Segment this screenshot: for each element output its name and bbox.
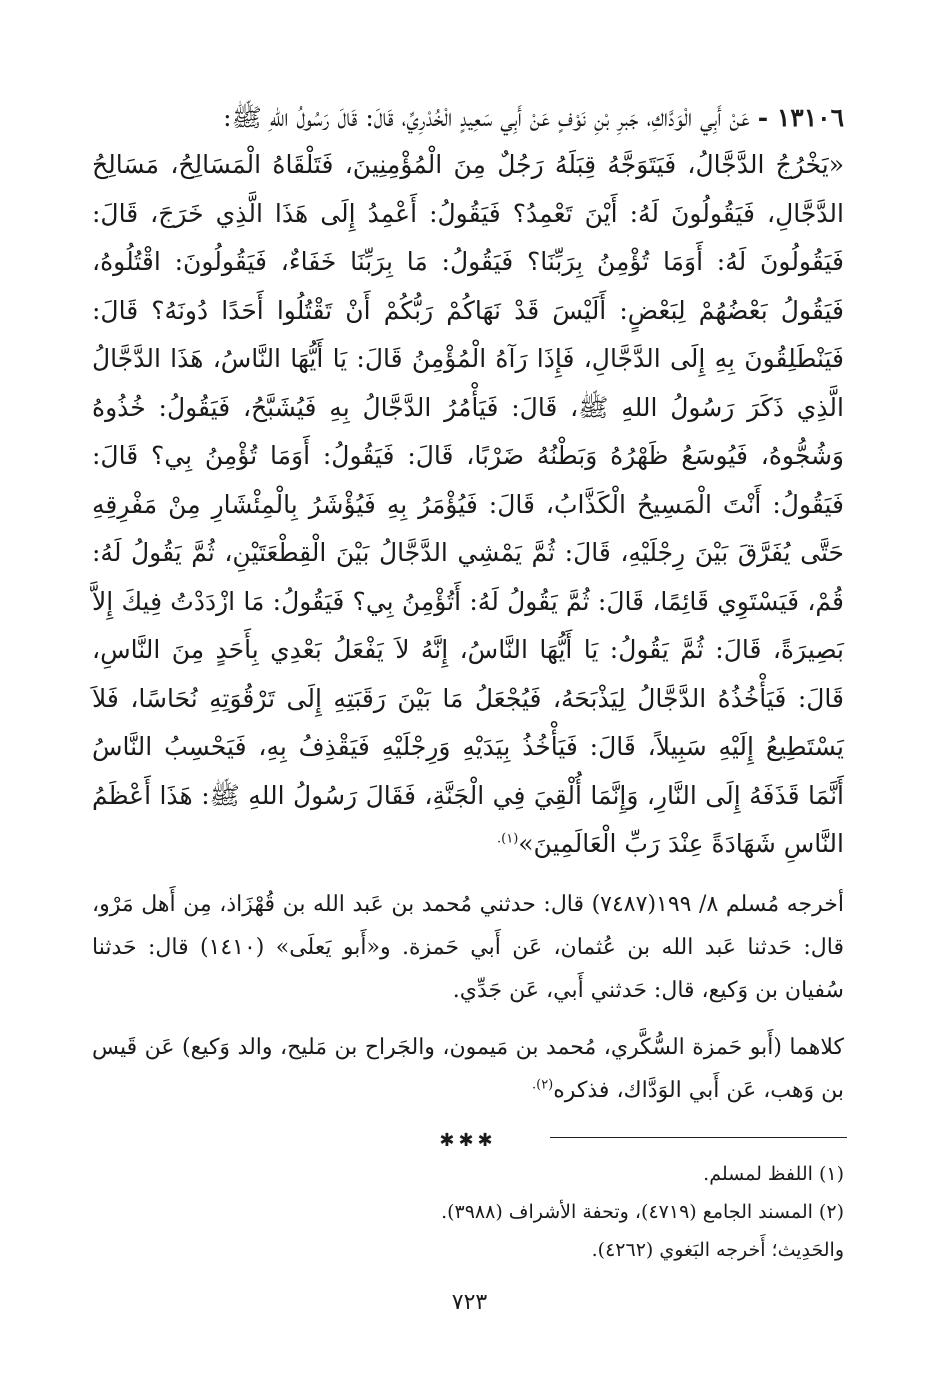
takhrij-text-2: كلاهما (أَبو حَمزة السُّكَّري، مُحمد بن مَيمون، والجَراح بن مَليح، والد وَكيع) عَن قَيس بن وَهب، عَن أَبي الوَدَّاك، فذكره [92, 1034, 844, 1103]
footnotes [92, 1155, 844, 1269]
takhrij-paragraph-2 [92, 1026, 844, 1112]
hadith-isnad: عَنْ أَبِي الْوَدَّاكِ، جَبرِ بْنِ نَوْفٍ عَنْ أَبِي سَعِيدٍ الْخُدْرِيِّ، قَالَ: قَالَ رَسُولُ اللهِ ﷺ: [223, 103, 750, 132]
hadith-number: ١٣١٠٦ - [757, 103, 844, 132]
takhrij-paragraph-1 [92, 883, 844, 1012]
page-number: ٧٢٣ [451, 1290, 488, 1315]
hadith-matn [92, 141, 844, 869]
footnote-ref-2[interactable]: (٢). [531, 1077, 554, 1093]
page-content [92, 95, 844, 1151]
footnote-ref-1[interactable]: (١). [496, 831, 519, 847]
hadith-matn-text: «يَخْرُجُ الدَّجَّالُ، فَيَتَوَجَّهُ قِبَلَهُ رَجُلٌ مِنَ الْمُؤْمِنِينَ، فَتَلْقَاهُ الْمَسَالِحُ، مَسَالِحُ الدَّجَّالِ، فَيَقُولُونَ لَهُ: أَيْنَ تَعْمِدُ؟ فَيَقُولُ: أَعْمِدُ إِلَى هَذَا الَّذِي خَرَجَ، قَالَ: فَيَقُولُونَ لَهُ: أَوَمَا تُؤْمِنُ بِرَبِّنَا؟ فَيَقُولُ: مَا بِرَبِّنَا خَفَاءٌ، فَيَقُولُونَ: اقْتُلُوهُ، فَيَقُولُ بَعْضُهُمْ لِبَعْضٍ: أَلَيْسَ قَدْ نَهَاكُمْ رَبُّكُمْ أَنْ تَقْتُلُوا أَحَدًا دُونَهُ؟ قَالَ: فَيَنْطَلِقُونَ بِهِ إِلَى الدَّجَّالِ، فَإِذَا رَآهُ الْمُؤْمِنُ قَالَ: يَا أَيُّهَا النَّاسُ، هَذَا الدَّجَّالُ الَّذِي ذَكَرَ رَسُولُ اللهِ ﷺ، قَالَ: فَيَأْمُرُ الدَّجَّالُ بِهِ فَيُشَبَّحُ، فَيَقُولُ: خُذُوهُ وَشُجُّوهُ، فَيُوسَعُ ظَهْرُهُ وَبَطْنُهُ ضَرْبًا، قَالَ: فَيَقُولُ: أَوَمَا تُؤْمِنُ بِي؟ قَالَ: فَيَقُولُ: أَنْتَ الْمَسِيحُ الْكَذَّابُ، قَالَ: فَيُؤْمَرُ بِهِ فَيُؤْشَرُ بِالْمِئْشَارِ مِنْ مَفْرِقِهِ حَتَّى يُفَرَّقَ بَيْنَ رِجْلَيْهِ، قَالَ: ثُمَّ يَمْشِي الدَّجَّالُ بَيْنَ الْقِطْعَتَيْنِ، ثُمَّ يَقُولُ لَهُ: قُمْ، فَيَسْتَوِي قَائِمًا، قَالَ: ثُمَّ يَقُولُ لَهُ: أَتُؤْمِنُ بِي؟ فَيَقُولُ: مَا ازْدَدْتُ فِيكَ إِلاَّ بَصِيرَةً، قَالَ: ثُمَّ يَقُولُ: يَا أَيُّهَا النَّاسُ، إِنَّهُ لاَ يَفْعَلُ بَعْدِي بِأَحَدٍ مِنَ النَّاسِ، قَالَ: فَيَأْخُذُهُ الدَّجَّالُ لِيَذْبَحَهُ، فَيُجْعَلُ مَا بَيْنَ رَقَبَتِهِ إِلَى تَرْقُوَتِهِ نُحَاسًا، فَلاَ يَسْتَطِيعُ إِلَيْهِ سَبِيلاً، قَالَ: فَيَأْخُذُ بِيَدَيْهِ وَرِجْلَيْهِ فَيَقْذِفُ بِهِ، فَيَحْسِبُ النَّاسُ أَنَّمَا قَذَفَهُ إِلَى النَّارِ، وَإِنَّمَا أُلْقِيَ فِي الْجَنَّةِ، فَقَالَ رَسُولُ اللهِ ﷺ: هَذَا أَعْظَمُ النَّاسِ شَهَادَةً عِنْدَ رَبِّ الْعَالَمِينَ» [92, 150, 844, 858]
takhrij-text-1: أخرجه مُسلم ٨/ ١٩٩(٧٤٨٧) قال: حدثني مُحمد بن عَبد الله بن قُهْزَاذ، مِن أَهل مَرْو، قال: حَدثنا عَبد الله بن عُثمان، عَن أَبي حَمزة. و«أَبو يَعلَى» (١٤١٠) قال: حَدثنا سُفيان بن وَكيع، قال: حَدثني أَبي، عَن جَدِّي. [92, 891, 844, 1003]
footnote-2-continued: والحَدِيث؛ أَخرجه البَغوي (٤٢٦٢). [591, 1239, 844, 1261]
footnote-1: (١) اللفظ لمسلم. [703, 1163, 844, 1185]
section-separator: ✱✱✱ [439, 1129, 497, 1151]
footnote-divider [550, 1137, 847, 1138]
hadith-heading [92, 95, 844, 141]
footnote-2: (٢) المسند الجامع (٤٧١٩)، وتحفة الأشراف (٣٩٨٨). [441, 1201, 844, 1223]
